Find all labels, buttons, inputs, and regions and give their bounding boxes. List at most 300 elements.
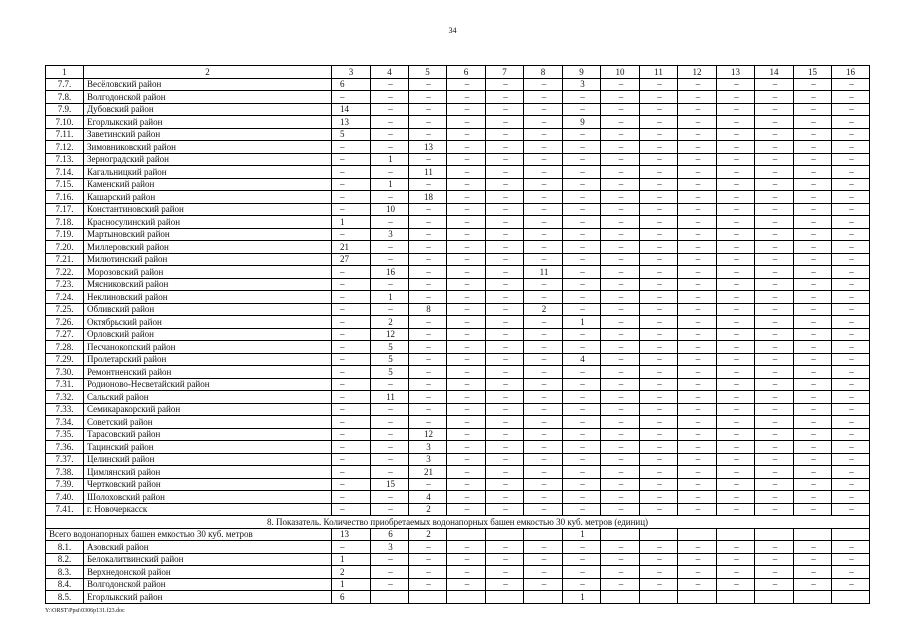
- value-cell: –: [447, 441, 486, 454]
- row-number: 7.17.: [46, 203, 84, 216]
- value-cell: –: [447, 478, 486, 491]
- value-cell: –: [794, 203, 832, 216]
- value-cell: –: [371, 378, 409, 391]
- value-cell: –: [832, 553, 870, 566]
- value-cell: –: [524, 191, 563, 204]
- value-cell: 21: [332, 241, 371, 254]
- table-row: [46, 578, 870, 591]
- value-cell: –: [524, 366, 563, 379]
- value-cell: –: [794, 478, 832, 491]
- value-cell: –: [524, 441, 563, 454]
- value-cell: –: [447, 341, 486, 354]
- value-cell: 2: [524, 303, 563, 316]
- value-cell: –: [332, 378, 371, 391]
- district-name: Константиновский район: [84, 203, 332, 216]
- value-cell: 11: [371, 391, 409, 404]
- value-cell: –: [717, 241, 755, 254]
- table-row: [46, 353, 870, 366]
- row-number: 8.4.: [46, 578, 84, 591]
- value-cell: –: [832, 378, 870, 391]
- value-cell: –: [601, 441, 640, 454]
- table-row: [46, 166, 870, 179]
- value-cell: –: [678, 566, 717, 579]
- value-cell: –: [832, 103, 870, 116]
- value-cell: –: [486, 541, 524, 554]
- value-cell: 5: [371, 353, 409, 366]
- value-cell: –: [447, 78, 486, 91]
- total-value-cell: [447, 528, 486, 541]
- table-row: [46, 541, 870, 554]
- value-cell: –: [678, 503, 717, 516]
- value-cell: –: [601, 478, 640, 491]
- district-name: Родионово-Несветайский район: [84, 378, 332, 391]
- value-cell: –: [794, 278, 832, 291]
- value-cell: –: [640, 478, 678, 491]
- value-cell: –: [794, 378, 832, 391]
- value-cell: –: [524, 78, 563, 91]
- value-cell: –: [601, 566, 640, 579]
- value-cell: –: [409, 378, 447, 391]
- value-cell: –: [755, 128, 794, 141]
- value-cell: –: [332, 366, 371, 379]
- value-cell: –: [678, 128, 717, 141]
- value-cell: –: [717, 253, 755, 266]
- total-value-cell: [755, 528, 794, 541]
- district-name: Семикаракорский район: [84, 403, 332, 416]
- value-cell: –: [371, 191, 409, 204]
- row-number: 7.13.: [46, 153, 84, 166]
- district-name: Зерноградский район: [84, 153, 332, 166]
- row-number: 7.18.: [46, 216, 84, 229]
- table-row: [46, 266, 870, 279]
- value-cell: –: [640, 278, 678, 291]
- row-number: 7.7.: [46, 78, 84, 91]
- value-cell: –: [794, 578, 832, 591]
- value-cell: –: [486, 453, 524, 466]
- value-cell: –: [755, 453, 794, 466]
- value-cell: –: [601, 91, 640, 104]
- value-cell: –: [640, 466, 678, 479]
- value-cell: 10: [371, 203, 409, 216]
- value-cell: –: [794, 103, 832, 116]
- value-cell: –: [755, 178, 794, 191]
- value-cell: –: [447, 466, 486, 479]
- value-cell: –: [640, 153, 678, 166]
- value-cell: –: [717, 178, 755, 191]
- value-cell: –: [524, 553, 563, 566]
- total-value-cell: [794, 528, 832, 541]
- value-cell: –: [524, 403, 563, 416]
- value-cell: –: [524, 578, 563, 591]
- value-cell: –: [678, 266, 717, 279]
- column-number: 6: [447, 66, 486, 79]
- value-cell: –: [640, 291, 678, 304]
- row-number: 8.5.: [46, 591, 84, 604]
- table-row: [46, 153, 870, 166]
- table-row: [46, 466, 870, 479]
- value-cell: –: [755, 78, 794, 91]
- value-cell: –: [524, 541, 563, 554]
- value-cell: –: [640, 553, 678, 566]
- value-cell: –: [371, 403, 409, 416]
- district-name: Мартыновский район: [84, 228, 332, 241]
- value-cell: –: [678, 491, 717, 504]
- district-name: Октябрьский район: [84, 316, 332, 329]
- value-cell: –: [409, 91, 447, 104]
- value-cell: –: [371, 216, 409, 229]
- table-row: [46, 416, 870, 429]
- value-cell: –: [794, 266, 832, 279]
- value-cell: –: [601, 416, 640, 429]
- value-cell: –: [794, 491, 832, 504]
- value-cell: –: [755, 253, 794, 266]
- value-cell: –: [794, 303, 832, 316]
- district-name: Дубовский район: [84, 103, 332, 116]
- value-cell: –: [794, 441, 832, 454]
- row-number: 7.26.: [46, 316, 84, 329]
- value-cell: 11: [524, 266, 563, 279]
- value-cell: –: [601, 141, 640, 154]
- row-number: 7.12.: [46, 141, 84, 154]
- value-cell: –: [832, 91, 870, 104]
- column-number: 2: [84, 66, 332, 79]
- value-cell: –: [678, 91, 717, 104]
- value-cell: –: [371, 428, 409, 441]
- value-cell: –: [755, 441, 794, 454]
- value-cell: –: [794, 253, 832, 266]
- value-cell: –: [601, 241, 640, 254]
- value-cell: –: [678, 328, 717, 341]
- value-cell: –: [794, 353, 832, 366]
- value-cell: –: [640, 191, 678, 204]
- value-cell: –: [832, 353, 870, 366]
- value-cell: –: [832, 141, 870, 154]
- value-cell: –: [332, 503, 371, 516]
- value-cell: –: [678, 241, 717, 254]
- value-cell: –: [601, 391, 640, 404]
- value-cell: –: [678, 278, 717, 291]
- value-cell: –: [332, 491, 371, 504]
- value-cell: –: [717, 291, 755, 304]
- column-number: 14: [755, 66, 794, 79]
- value-cell: [486, 591, 524, 604]
- value-cell: –: [371, 253, 409, 266]
- value-cell: –: [794, 291, 832, 304]
- row-number: 7.41.: [46, 503, 84, 516]
- district-name: Обливский район: [84, 303, 332, 316]
- value-cell: 4: [409, 491, 447, 504]
- value-cell: –: [486, 191, 524, 204]
- value-cell: –: [755, 578, 794, 591]
- file-path-footer: Y:\ORST\Ppsi\0306p131.f23.doc: [45, 608, 125, 614]
- value-cell: –: [524, 341, 563, 354]
- value-cell: –: [524, 566, 563, 579]
- value-cell: –: [409, 566, 447, 579]
- district-name: Азовский район: [84, 541, 332, 554]
- district-name: Орловский район: [84, 328, 332, 341]
- value-cell: –: [678, 228, 717, 241]
- value-cell: –: [601, 128, 640, 141]
- value-cell: –: [447, 128, 486, 141]
- value-cell: –: [447, 503, 486, 516]
- value-cell: –: [755, 366, 794, 379]
- value-cell: –: [755, 491, 794, 504]
- table-row: [46, 553, 870, 566]
- column-number: 13: [717, 66, 755, 79]
- value-cell: –: [794, 78, 832, 91]
- value-cell: [524, 591, 563, 604]
- section-row: [46, 516, 870, 529]
- value-cell: –: [524, 91, 563, 104]
- total-value-cell: [601, 528, 640, 541]
- value-cell: –: [409, 403, 447, 416]
- value-cell: –: [563, 128, 601, 141]
- value-cell: –: [755, 153, 794, 166]
- value-cell: –: [563, 478, 601, 491]
- district-name: Морозовский район: [84, 266, 332, 279]
- table-row: [46, 216, 870, 229]
- column-number: 11: [640, 66, 678, 79]
- value-cell: –: [717, 278, 755, 291]
- value-cell: –: [409, 216, 447, 229]
- value-cell: –: [524, 316, 563, 329]
- value-cell: –: [755, 228, 794, 241]
- value-cell: –: [717, 141, 755, 154]
- value-cell: –: [447, 391, 486, 404]
- value-cell: –: [717, 478, 755, 491]
- column-number: 10: [601, 66, 640, 79]
- value-cell: –: [794, 116, 832, 129]
- value-cell: –: [371, 553, 409, 566]
- table-row: [46, 478, 870, 491]
- value-cell: –: [717, 553, 755, 566]
- value-cell: –: [717, 441, 755, 454]
- value-cell: –: [409, 266, 447, 279]
- value-cell: –: [755, 166, 794, 179]
- row-number: 7.31.: [46, 378, 84, 391]
- value-cell: –: [409, 541, 447, 554]
- value-cell: –: [563, 166, 601, 179]
- value-cell: –: [601, 116, 640, 129]
- value-cell: –: [717, 428, 755, 441]
- value-cell: –: [409, 341, 447, 354]
- value-cell: –: [794, 128, 832, 141]
- value-cell: –: [524, 178, 563, 191]
- value-cell: –: [371, 566, 409, 579]
- table-row: [46, 116, 870, 129]
- district-name: Тацинский район: [84, 441, 332, 454]
- value-cell: –: [717, 466, 755, 479]
- value-cell: –: [794, 416, 832, 429]
- value-cell: –: [486, 578, 524, 591]
- value-cell: –: [563, 453, 601, 466]
- district-name: Цимлянский район: [84, 466, 332, 479]
- column-number: 12: [678, 66, 717, 79]
- value-cell: –: [794, 91, 832, 104]
- value-cell: –: [717, 353, 755, 366]
- value-cell: [717, 591, 755, 604]
- table-header-row: [46, 66, 870, 79]
- value-cell: –: [409, 416, 447, 429]
- value-cell: –: [794, 553, 832, 566]
- value-cell: –: [524, 228, 563, 241]
- value-cell: –: [563, 191, 601, 204]
- value-cell: –: [832, 278, 870, 291]
- value-cell: –: [755, 266, 794, 279]
- value-cell: –: [640, 78, 678, 91]
- value-cell: –: [486, 378, 524, 391]
- table-row: [46, 316, 870, 329]
- value-cell: –: [678, 203, 717, 216]
- value-cell: –: [409, 228, 447, 241]
- district-name: Верхнедонской район: [84, 566, 332, 579]
- value-cell: –: [447, 153, 486, 166]
- value-cell: –: [755, 91, 794, 104]
- value-cell: –: [755, 203, 794, 216]
- value-cell: –: [640, 566, 678, 579]
- value-cell: –: [755, 378, 794, 391]
- value-cell: –: [755, 341, 794, 354]
- value-cell: –: [640, 441, 678, 454]
- total-value-cell: 13: [332, 528, 371, 541]
- value-cell: –: [755, 353, 794, 366]
- value-cell: 14: [332, 103, 371, 116]
- value-cell: –: [332, 441, 371, 454]
- value-cell: –: [563, 303, 601, 316]
- value-cell: –: [332, 478, 371, 491]
- table-row: [46, 378, 870, 391]
- row-number: 7.24.: [46, 291, 84, 304]
- district-name: Кашарский район: [84, 191, 332, 204]
- value-cell: –: [332, 541, 371, 554]
- value-cell: –: [755, 291, 794, 304]
- value-cell: –: [447, 266, 486, 279]
- value-cell: –: [486, 553, 524, 566]
- value-cell: –: [640, 228, 678, 241]
- value-cell: –: [717, 78, 755, 91]
- value-cell: –: [524, 453, 563, 466]
- value-cell: –: [563, 441, 601, 454]
- value-cell: –: [563, 553, 601, 566]
- value-cell: –: [332, 141, 371, 154]
- value-cell: –: [563, 541, 601, 554]
- value-cell: –: [486, 441, 524, 454]
- table-row: [46, 278, 870, 291]
- value-cell: –: [717, 216, 755, 229]
- value-cell: [601, 591, 640, 604]
- value-cell: –: [332, 166, 371, 179]
- value-cell: –: [640, 91, 678, 104]
- value-cell: –: [563, 578, 601, 591]
- value-cell: [678, 591, 717, 604]
- value-cell: –: [563, 566, 601, 579]
- value-cell: 3: [371, 228, 409, 241]
- value-cell: –: [332, 416, 371, 429]
- value-cell: –: [409, 128, 447, 141]
- value-cell: –: [601, 216, 640, 229]
- value-cell: –: [332, 291, 371, 304]
- value-cell: –: [832, 341, 870, 354]
- value-cell: –: [563, 491, 601, 504]
- row-number: 7.25.: [46, 303, 84, 316]
- table-row: [46, 241, 870, 254]
- value-cell: –: [409, 153, 447, 166]
- value-cell: –: [640, 266, 678, 279]
- value-cell: –: [486, 216, 524, 229]
- value-cell: –: [486, 291, 524, 304]
- value-cell: –: [678, 116, 717, 129]
- row-number: 7.36.: [46, 441, 84, 454]
- value-cell: –: [447, 291, 486, 304]
- value-cell: –: [601, 428, 640, 441]
- row-number: 7.20.: [46, 241, 84, 254]
- value-cell: –: [678, 366, 717, 379]
- total-value-cell: [524, 528, 563, 541]
- value-cell: –: [601, 491, 640, 504]
- table-row: [46, 228, 870, 241]
- table-row: [46, 128, 870, 141]
- value-cell: –: [486, 416, 524, 429]
- value-cell: –: [447, 353, 486, 366]
- value-cell: –: [755, 303, 794, 316]
- value-cell: 1: [371, 291, 409, 304]
- value-cell: –: [601, 453, 640, 466]
- value-cell: –: [640, 303, 678, 316]
- value-cell: –: [794, 216, 832, 229]
- table-row: [46, 328, 870, 341]
- value-cell: –: [678, 303, 717, 316]
- value-cell: –: [717, 341, 755, 354]
- value-cell: –: [601, 378, 640, 391]
- value-cell: –: [371, 78, 409, 91]
- value-cell: 1: [332, 553, 371, 566]
- value-cell: –: [717, 391, 755, 404]
- value-cell: [447, 591, 486, 604]
- row-number: 7.16.: [46, 191, 84, 204]
- value-cell: –: [332, 353, 371, 366]
- value-cell: 15: [371, 478, 409, 491]
- value-cell: –: [447, 366, 486, 379]
- row-number: 7.35.: [46, 428, 84, 441]
- value-cell: –: [832, 153, 870, 166]
- value-cell: –: [601, 178, 640, 191]
- value-cell: –: [332, 228, 371, 241]
- value-cell: 3: [563, 78, 601, 91]
- value-cell: –: [678, 178, 717, 191]
- value-cell: –: [524, 291, 563, 304]
- value-cell: –: [640, 578, 678, 591]
- total-value-cell: [640, 528, 678, 541]
- value-cell: –: [332, 203, 371, 216]
- value-cell: –: [524, 166, 563, 179]
- row-number: 7.37.: [46, 453, 84, 466]
- value-cell: –: [524, 128, 563, 141]
- district-name: Егорлыкский район: [84, 591, 332, 604]
- value-cell: –: [371, 441, 409, 454]
- value-cell: –: [332, 316, 371, 329]
- district-name: Егорлыкский район: [84, 116, 332, 129]
- value-cell: 2: [371, 316, 409, 329]
- column-number: 3: [332, 66, 371, 79]
- district-name: Чертковский район: [84, 478, 332, 491]
- value-cell: –: [640, 178, 678, 191]
- value-cell: –: [486, 166, 524, 179]
- value-cell: –: [447, 91, 486, 104]
- value-cell: –: [486, 228, 524, 241]
- value-cell: –: [832, 403, 870, 416]
- value-cell: –: [794, 566, 832, 579]
- section-heading: 8. Показатель. Количество приобретаемых водонапорных башен емкостью 30 куб. метров (единиц): [46, 516, 870, 529]
